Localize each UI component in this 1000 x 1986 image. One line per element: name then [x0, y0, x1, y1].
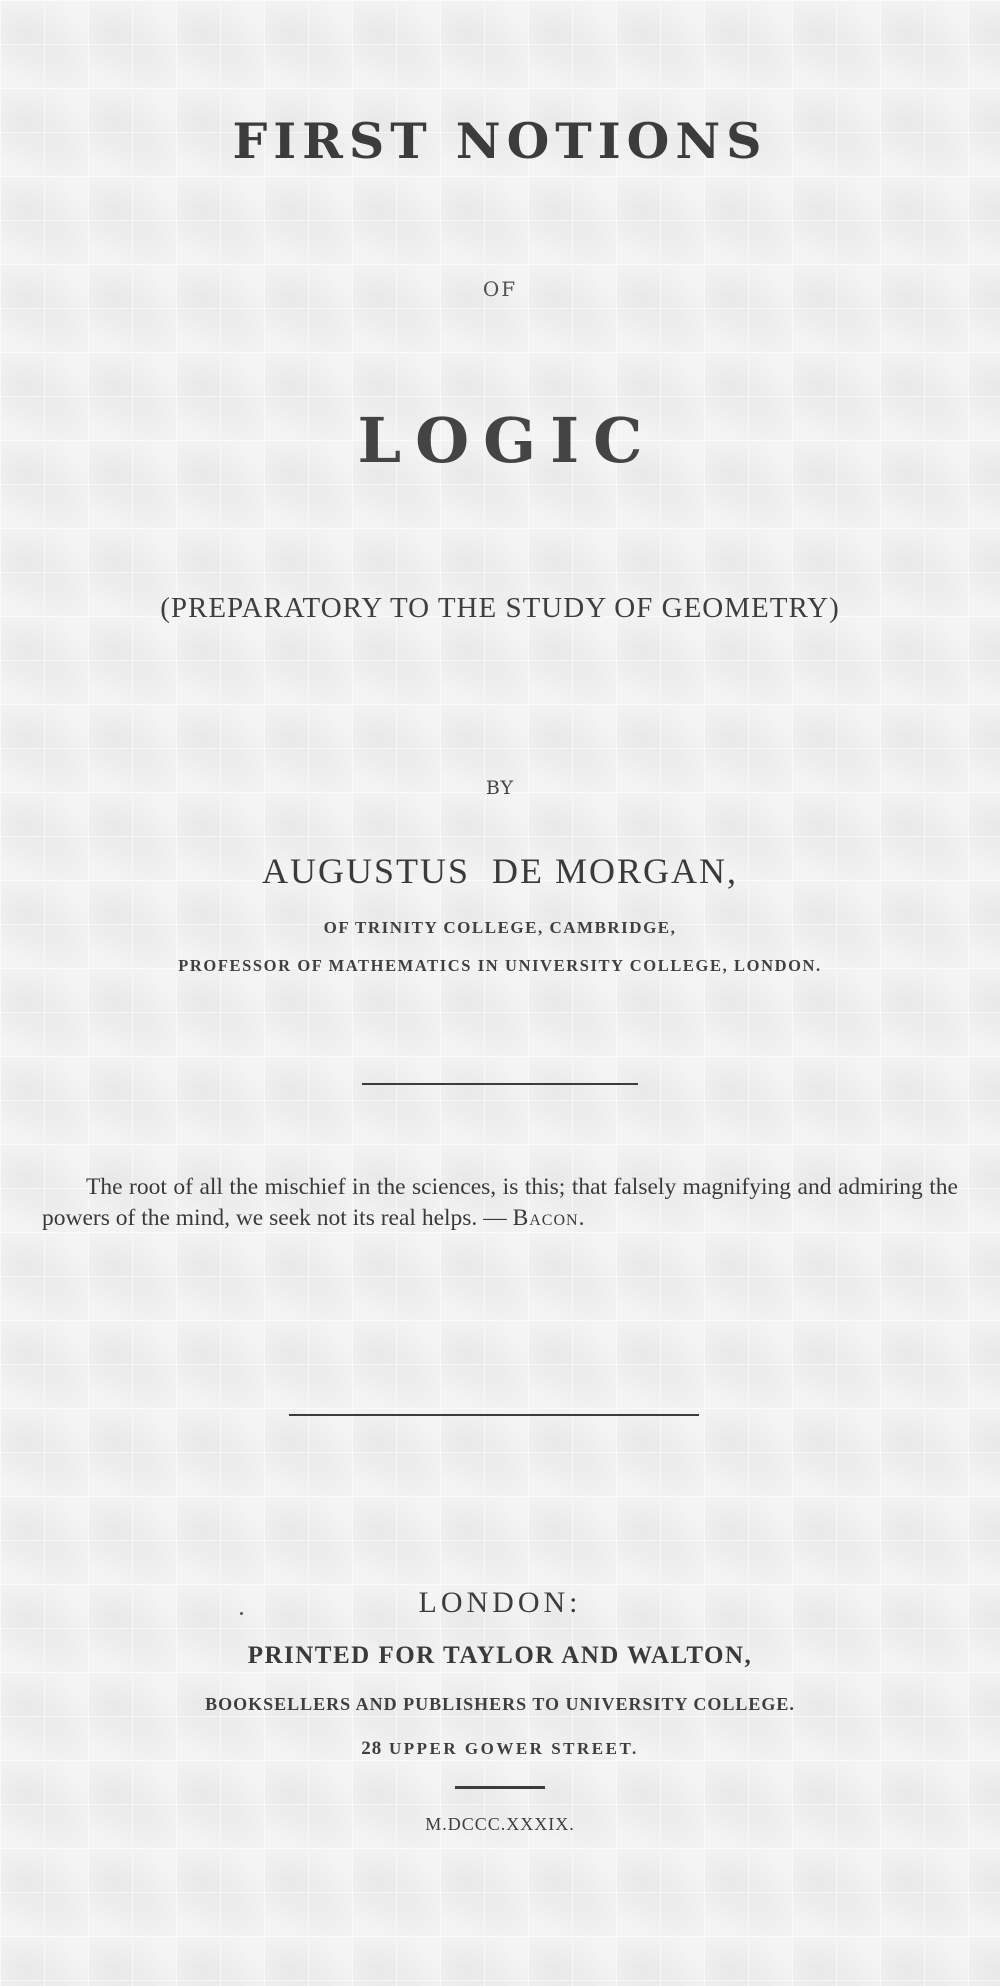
author-affiliation-cambridge: OF TRINITY COLLEGE, CAMBRIDGE,	[323, 918, 677, 937]
publication-year: M.DCCC.XXXIX.	[425, 1814, 575, 1834]
by-label: BY	[485, 777, 515, 799]
epigraph-dash: —	[477, 1205, 513, 1231]
author-name: AUGUSTUS DE MORGAN,	[261, 851, 739, 891]
epigraph-text: The root of all the mischief in the sciences, is this; that falsely magnifying and admiring the powers of the mind, we seek not its real helps.	[42, 1174, 958, 1231]
imprint-printer: PRINTED FOR TAYLOR AND WALTON,	[247, 1642, 753, 1669]
book-title-logic: LOGIC	[357, 404, 657, 477]
divider-rule	[362, 1083, 638, 1085]
divider-rule	[289, 1414, 699, 1416]
imprint-booksellers: BOOKSELLERS AND PUBLISHERS TO UNIVERSITY COLLEGE.	[205, 1694, 795, 1714]
author-affiliation-professor: PROFESSOR OF MATHEMATICS IN UNIVERSITY COLLEGE, LONDON.	[178, 956, 822, 975]
street-number: 28	[361, 1738, 383, 1759]
imprint-address	[0, 1738, 1000, 1760]
book-title-first-notions: FIRST NOTIONS	[232, 112, 768, 170]
epigraph-attribution: Bacon.	[512, 1205, 586, 1231]
book-title-of: OF	[482, 277, 518, 301]
imprint-city: LONDON:	[418, 1586, 582, 1619]
street-name: UPPER GOWER STREET.	[388, 1739, 639, 1758]
divider-rule-short	[455, 1786, 545, 1789]
epigraph-quote	[42, 1172, 958, 1234]
book-subtitle: (PREPARATORY TO THE STUDY OF GEOMETRY)	[160, 592, 840, 624]
